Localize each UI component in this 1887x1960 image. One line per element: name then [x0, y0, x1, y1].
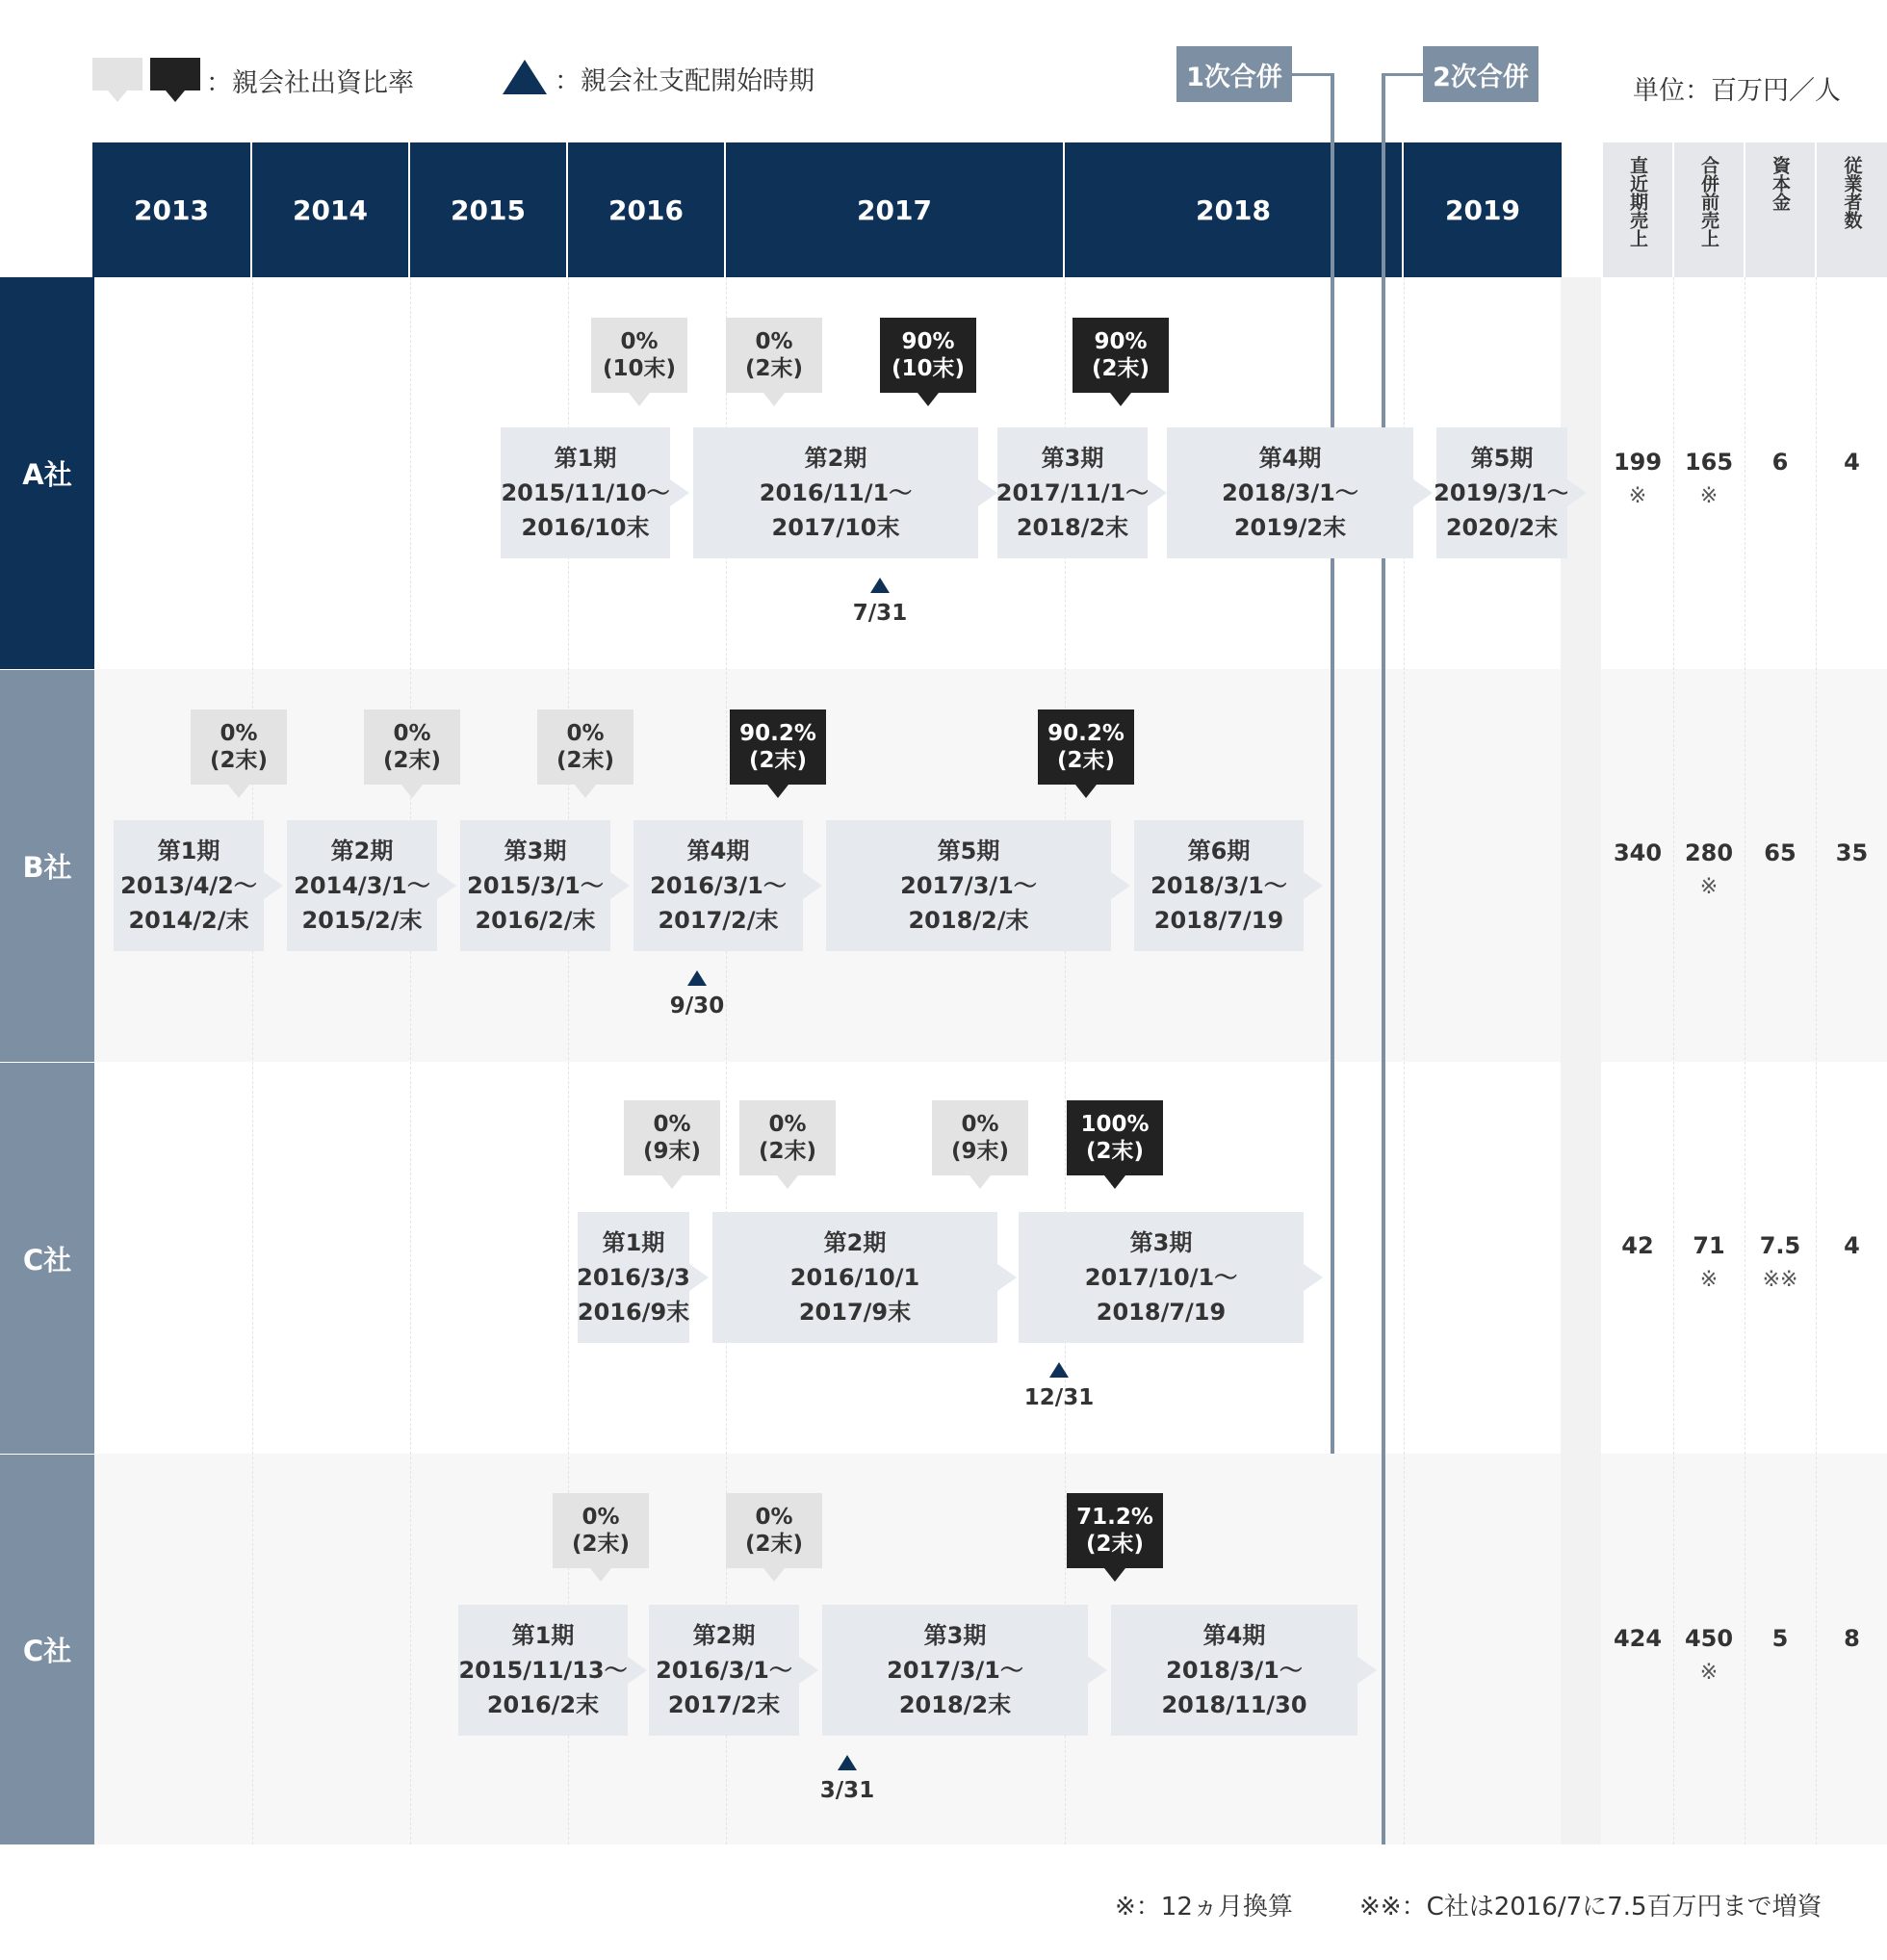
period-box	[1167, 427, 1413, 558]
ratio-when: (2末)	[1085, 1139, 1145, 1164]
ratio-bubble	[730, 709, 826, 785]
ratio-when: (2末)	[571, 1532, 631, 1557]
ratio-bubble	[1073, 318, 1169, 393]
footnote-annualized: ※：12ヵ月換算	[1115, 1893, 1293, 1921]
period-name: 第1期	[511, 1622, 575, 1649]
employees-value	[1817, 1228, 1887, 1263]
note: ※	[1699, 875, 1719, 899]
merge-line-first	[1331, 75, 1334, 1454]
value: 6	[1771, 449, 1789, 476]
ratio-bubble	[726, 1493, 822, 1568]
period-start: 2015/3/1〜	[467, 872, 604, 899]
period-end: 2018/7/19	[1096, 1299, 1227, 1326]
value: 340	[1613, 839, 1663, 866]
period-name: 第2期	[823, 1229, 887, 1256]
period-box	[578, 1212, 689, 1343]
value: 8	[1844, 1625, 1860, 1652]
ratio-when: (2末)	[748, 748, 808, 773]
row-label-a: A社	[0, 277, 94, 669]
ratio-pct: 0%	[582, 1505, 620, 1530]
period-end: 2018/2末	[1016, 514, 1129, 541]
period-name: 第1期	[554, 445, 617, 472]
control-start-date: 9/30	[669, 993, 725, 1019]
ratio-bubble	[537, 709, 633, 785]
pre-merge-sales-value	[1674, 1621, 1744, 1690]
first-merge-tag: 1次合併	[1176, 46, 1292, 102]
period-name: 第2期	[692, 1622, 756, 1649]
ratio-pct: 0%	[755, 1505, 793, 1530]
ratio-pct: 0%	[620, 329, 659, 354]
ratio-pct: 0%	[755, 329, 793, 354]
period-box	[997, 427, 1148, 558]
period-start: 2016/10/1	[789, 1264, 920, 1291]
employees-value	[1817, 445, 1887, 479]
capital-value	[1745, 445, 1815, 479]
period-end: 2017/10末	[771, 514, 900, 541]
ratio-bubble	[553, 1493, 649, 1568]
second-merge-tag: 2次合併	[1423, 46, 1538, 102]
period-box	[649, 1605, 799, 1736]
grid-line	[252, 277, 253, 1844]
ratio-pct: 90.2%	[1047, 721, 1124, 746]
period-start: 2015/11/10〜	[501, 479, 670, 506]
employees-value	[1817, 1621, 1887, 1656]
period-end: 2016/10末	[521, 514, 650, 541]
ratio-when: (2末)	[758, 1139, 817, 1164]
period-name: 第2期	[330, 838, 394, 864]
control-start-date: 3/31	[819, 1778, 875, 1803]
ratio-when: (9末)	[642, 1139, 702, 1164]
ratio-pct: 0%	[961, 1112, 999, 1137]
row-label-b: B社	[0, 670, 94, 1062]
period-start: 2019/3/1〜	[1434, 479, 1570, 506]
period-start: 2016/3/1〜	[650, 872, 787, 899]
ratio-pct: 90.2%	[739, 721, 816, 746]
pre-merge-sales-value	[1674, 836, 1744, 905]
ratio-bubble	[1067, 1493, 1163, 1568]
period-start: 2015/11/13〜	[458, 1657, 628, 1684]
period-start: 2018/3/1〜	[1150, 872, 1287, 899]
ratio-bubble	[726, 318, 822, 393]
grid-line	[410, 277, 411, 1844]
period-box	[1111, 1605, 1357, 1736]
period-start: 2018/3/1〜	[1166, 1657, 1303, 1684]
ratio-bubble	[364, 709, 460, 785]
ratio-pct: 0%	[393, 721, 431, 746]
control-start-triangle-icon	[870, 578, 890, 593]
ratio-pct: 90%	[901, 329, 955, 354]
value: 199	[1613, 449, 1663, 476]
note: ※	[1699, 484, 1719, 508]
period-end: 2016/2/末	[475, 907, 596, 934]
control-start-triangle-icon	[838, 1755, 857, 1770]
ratio-bubble	[932, 1100, 1028, 1175]
ratio-bubble	[1038, 709, 1134, 785]
header-capital-text: 資本金	[1770, 156, 1791, 211]
header-capital	[1745, 142, 1815, 277]
capital-value	[1745, 836, 1815, 870]
header-employees	[1817, 142, 1887, 277]
capital-value	[1745, 1621, 1815, 1656]
period-box	[633, 820, 803, 951]
period-box	[287, 820, 437, 951]
value: 4	[1844, 1232, 1860, 1259]
ratio-when: (2末)	[1085, 1532, 1145, 1557]
period-box	[458, 1605, 628, 1736]
year-2014: 2014	[252, 142, 408, 277]
ratio-bubble	[1067, 1100, 1163, 1175]
pre-merge-sales-value	[1674, 445, 1744, 514]
ratio-when: (2末)	[1091, 356, 1150, 381]
period-box	[1134, 820, 1304, 951]
ratio-bubble	[624, 1100, 720, 1175]
recent-sales-value	[1603, 836, 1672, 870]
period-end: 2016/2末	[486, 1691, 600, 1718]
legend-dark-bubble-icon	[150, 58, 200, 104]
grid-line	[1816, 277, 1817, 1844]
recent-sales-value	[1603, 1228, 1672, 1263]
period-name: 第6期	[1187, 838, 1251, 864]
period-start: 2017/3/1〜	[900, 872, 1037, 899]
period-start: 2017/3/1〜	[887, 1657, 1023, 1684]
employees-value	[1817, 836, 1887, 870]
merge-line-second-connector	[1382, 73, 1426, 76]
period-name: 第5期	[1470, 445, 1534, 472]
ratio-pct: 100%	[1080, 1112, 1150, 1137]
value: 71	[1693, 1232, 1725, 1259]
period-end: 2020/2末	[1445, 514, 1559, 541]
ratio-when: (2末)	[1056, 748, 1116, 773]
ratio-when: (2末)	[744, 1532, 804, 1557]
control-start-date: 12/31	[1023, 1385, 1095, 1410]
ratio-bubble	[191, 709, 287, 785]
period-name: 第2期	[804, 445, 867, 472]
period-start: 2013/4/2〜	[120, 872, 257, 899]
period-name: 第3期	[923, 1622, 987, 1649]
period-start: 2018/3/1〜	[1222, 479, 1358, 506]
period-start: 2016/11/1〜	[759, 479, 913, 506]
period-box	[693, 427, 978, 558]
period-box	[501, 427, 670, 558]
value: 4	[1844, 449, 1860, 476]
period-start: 2016/3/3	[577, 1264, 690, 1291]
value: 165	[1684, 449, 1734, 476]
note: ※※	[1762, 1268, 1798, 1292]
row-label-d: C社	[0, 1455, 94, 1844]
ratio-pct: 90%	[1094, 329, 1148, 354]
legend	[92, 56, 863, 114]
period-end: 2018/11/30	[1161, 1691, 1307, 1718]
value: 5	[1771, 1625, 1789, 1652]
period-box	[712, 1212, 997, 1343]
period-end: 2016/9末	[577, 1299, 690, 1326]
legend-control-label: ：親会社支配開始時期	[555, 66, 814, 96]
period-name: 第5期	[937, 838, 1000, 864]
period-end: 2017/2/末	[658, 907, 779, 934]
ratio-pct: 71.2%	[1076, 1505, 1153, 1530]
header-pre-merge-sales	[1674, 142, 1744, 277]
header-pre-merge-sales-text: 合併前売上	[1698, 156, 1719, 247]
control-start-date: 7/31	[852, 601, 908, 626]
value: 7.5	[1759, 1232, 1801, 1259]
period-name: 第1期	[602, 1229, 665, 1256]
period-box	[826, 820, 1111, 951]
period-name: 第3期	[504, 838, 567, 864]
merge-line-first-connector	[1290, 73, 1334, 76]
note: ※	[1699, 1661, 1719, 1685]
capital-value	[1745, 1228, 1815, 1298]
header-recent-sales-text: 直近期売上	[1627, 156, 1648, 247]
year-2016: 2016	[568, 142, 724, 277]
ratio-pct: 0%	[768, 1112, 807, 1137]
ratio-pct: 0%	[566, 721, 605, 746]
recent-sales-value	[1603, 1621, 1672, 1656]
ratio-when: (10末)	[891, 356, 966, 381]
period-box	[460, 820, 610, 951]
control-start-triangle-icon	[1049, 1362, 1069, 1378]
period-end: 2014/2/末	[128, 907, 249, 934]
period-end: 2019/2末	[1233, 514, 1347, 541]
row-label-c: C社	[0, 1063, 94, 1454]
unit-label: 単位：百万円／人	[1633, 76, 1841, 106]
ratio-pct: 0%	[220, 721, 258, 746]
legend-triangle-icon	[501, 58, 549, 96]
control-start-triangle-icon	[687, 970, 707, 986]
period-name: 第1期	[157, 838, 220, 864]
value: 280	[1684, 839, 1734, 866]
period-name: 第4期	[1258, 445, 1322, 472]
ratio-when: (10末)	[602, 356, 677, 381]
ratio-when: (9末)	[950, 1139, 1010, 1164]
note: ※	[1628, 484, 1647, 508]
ratio-bubble	[591, 318, 687, 393]
ratio-when: (2末)	[556, 748, 615, 773]
value: 35	[1835, 839, 1869, 866]
recent-sales-value	[1603, 445, 1672, 514]
period-end: 2018/2末	[898, 1691, 1012, 1718]
value: 65	[1764, 839, 1797, 866]
period-box	[822, 1605, 1088, 1736]
period-name: 第3期	[1041, 445, 1104, 472]
period-start: 2017/11/1〜	[995, 479, 1150, 506]
pre-merge-sales-value	[1674, 1228, 1744, 1298]
note: ※	[1699, 1268, 1719, 1292]
value: 42	[1621, 1232, 1654, 1259]
year-2013: 2013	[92, 142, 250, 277]
period-name: 第4期	[686, 838, 750, 864]
period-end: 2015/2/末	[301, 907, 423, 934]
legend-light-bubble-icon	[92, 58, 142, 104]
period-name: 第3期	[1129, 1229, 1193, 1256]
year-2015: 2015	[410, 142, 566, 277]
year-2018: 2018	[1065, 142, 1402, 277]
header-employees-text: 従業者数	[1841, 156, 1863, 229]
period-start: 2014/3/1〜	[294, 872, 430, 899]
year-2017: 2017	[726, 142, 1063, 277]
period-box	[1019, 1212, 1304, 1343]
period-end: 2017/2末	[667, 1691, 781, 1718]
ratio-bubble	[880, 318, 976, 393]
period-box	[1434, 427, 1570, 558]
period-end: 2018/7/19	[1153, 907, 1284, 934]
period-start: 2016/3/1〜	[656, 1657, 792, 1684]
header-recent-sales	[1603, 142, 1672, 277]
ratio-when: (2末)	[744, 356, 804, 381]
legend-ratio-label: ：親会社出資比率	[206, 68, 414, 98]
value: 424	[1613, 1625, 1663, 1652]
period-end: 2018/2/末	[908, 907, 1029, 934]
period-end: 2017/9末	[798, 1299, 912, 1326]
ratio-bubble	[739, 1100, 836, 1175]
footnote-capital-increase: ※※：C社は2016/7に7.5百万円まで増資	[1359, 1893, 1822, 1921]
ratio-when: (2末)	[209, 748, 269, 773]
period-start: 2017/10/1〜	[1084, 1264, 1238, 1291]
period-box	[114, 820, 264, 951]
value: 450	[1684, 1625, 1734, 1652]
period-name: 第4期	[1202, 1622, 1266, 1649]
merge-line-second	[1382, 75, 1385, 1844]
year-2019: 2019	[1404, 142, 1562, 277]
ratio-when: (2末)	[382, 748, 442, 773]
ratio-pct: 0%	[653, 1112, 691, 1137]
